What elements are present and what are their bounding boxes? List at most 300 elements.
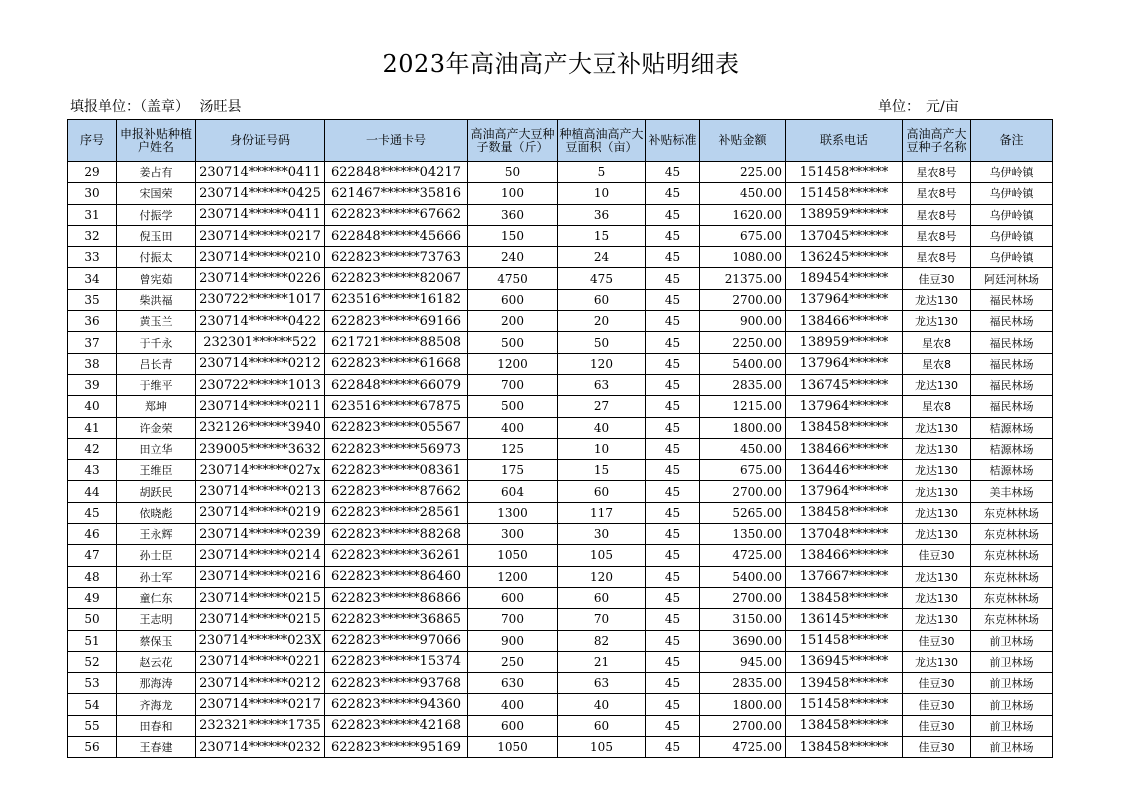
cell-phone: 138959****** xyxy=(786,332,903,353)
cell-seed-variety: 佳豆30 xyxy=(903,545,971,566)
cell-remarks: 桔源林场 xyxy=(971,438,1053,459)
cell-remarks: 乌伊岭镇 xyxy=(971,225,1053,246)
cell-id-number: 232126******3940 xyxy=(196,417,325,438)
cell-phone: 137048****** xyxy=(786,524,903,545)
measure-unit-label: 单位： xyxy=(878,99,920,115)
measure-unit-value: 元/亩 xyxy=(926,99,959,115)
cell-seed-variety: 星农8号 xyxy=(903,183,971,204)
cell-remarks: 乌伊岭镇 xyxy=(971,183,1053,204)
table-row xyxy=(68,225,1053,246)
cell-name: 姜占有 xyxy=(117,162,196,183)
cell-remarks: 福民林场 xyxy=(971,353,1053,374)
cell-standard: 45 xyxy=(646,587,700,608)
cell-index: 47 xyxy=(68,545,117,566)
cell-area: 50 xyxy=(558,332,646,353)
cell-remarks: 阿廷河林场 xyxy=(971,268,1053,289)
cell-index: 30 xyxy=(68,183,117,204)
table-header xyxy=(68,120,1053,162)
table-row xyxy=(68,545,1053,566)
cell-remarks: 福民林场 xyxy=(971,311,1053,332)
cell-card-number: 622823******94360 xyxy=(325,694,468,715)
cell-seed-quantity: 175 xyxy=(468,460,558,481)
cell-index: 29 xyxy=(68,162,117,183)
cell-amount: 450.00 xyxy=(700,183,786,204)
cell-remarks: 福民林场 xyxy=(971,289,1053,310)
table-row xyxy=(68,289,1053,310)
cell-seed-variety: 星农8号 xyxy=(903,247,971,268)
cell-phone: 137964****** xyxy=(786,396,903,417)
cell-remarks: 前卫林场 xyxy=(971,694,1053,715)
subsidy-table xyxy=(67,119,1053,758)
cell-amount: 675.00 xyxy=(700,225,786,246)
cell-amount: 675.00 xyxy=(700,460,786,481)
table-body xyxy=(68,162,1053,758)
cell-card-number: 622848******04217 xyxy=(325,162,468,183)
cell-area: 20 xyxy=(558,311,646,332)
cell-area: 15 xyxy=(558,460,646,481)
cell-name: 于维平 xyxy=(117,374,196,395)
cell-remarks: 前卫林场 xyxy=(971,673,1053,694)
cell-amount: 4725.00 xyxy=(700,737,786,758)
cell-remarks: 乌伊岭镇 xyxy=(971,162,1053,183)
table-row xyxy=(68,162,1053,183)
cell-seed-quantity: 600 xyxy=(468,289,558,310)
header-seed-quantity: 高油高产大豆种子数量（斤） xyxy=(468,120,558,162)
cell-phone: 136945****** xyxy=(786,651,903,672)
cell-id-number: 230714******0212 xyxy=(196,673,325,694)
cell-seed-variety: 佳豆30 xyxy=(903,630,971,651)
cell-remarks: 前卫林场 xyxy=(971,737,1053,758)
table-row xyxy=(68,737,1053,758)
cell-index: 44 xyxy=(68,481,117,502)
cell-area: 21 xyxy=(558,651,646,672)
header-amount: 补贴金额 xyxy=(700,120,786,162)
cell-id-number: 230714******0212 xyxy=(196,353,325,374)
cell-standard: 45 xyxy=(646,715,700,736)
cell-seed-quantity: 300 xyxy=(468,524,558,545)
cell-amount: 450.00 xyxy=(700,438,786,459)
cell-seed-variety: 星农8 xyxy=(903,332,971,353)
table-row xyxy=(68,460,1053,481)
cell-seed-quantity: 1200 xyxy=(468,566,558,587)
cell-id-number: 230714******0215 xyxy=(196,609,325,630)
cell-phone: 138466****** xyxy=(786,438,903,459)
cell-phone: 137045****** xyxy=(786,225,903,246)
cell-seed-variety: 星农8 xyxy=(903,353,971,374)
cell-amount: 900.00 xyxy=(700,311,786,332)
cell-index: 36 xyxy=(68,311,117,332)
cell-seed-quantity: 1200 xyxy=(468,353,558,374)
cell-seed-quantity: 250 xyxy=(468,651,558,672)
cell-name: 黄玉兰 xyxy=(117,311,196,332)
cell-standard: 45 xyxy=(646,566,700,587)
cell-seed-quantity: 500 xyxy=(468,332,558,353)
cell-card-number: 622823******88268 xyxy=(325,524,468,545)
cell-area: 10 xyxy=(558,183,646,204)
cell-seed-quantity: 630 xyxy=(468,673,558,694)
cell-seed-variety: 龙达130 xyxy=(903,417,971,438)
cell-remarks: 东克林林场 xyxy=(971,566,1053,587)
cell-card-number: 621721******88508 xyxy=(325,332,468,353)
cell-amount: 1800.00 xyxy=(700,694,786,715)
cell-card-number: 622823******36261 xyxy=(325,545,468,566)
cell-card-number: 622823******93768 xyxy=(325,673,468,694)
cell-remarks: 福民林场 xyxy=(971,332,1053,353)
cell-amount: 5265.00 xyxy=(700,502,786,523)
cell-amount: 4725.00 xyxy=(700,545,786,566)
cell-id-number: 230714******0216 xyxy=(196,566,325,587)
cell-remarks: 乌伊岭镇 xyxy=(971,204,1053,225)
cell-name: 王永辉 xyxy=(117,524,196,545)
cell-area: 63 xyxy=(558,673,646,694)
cell-index: 48 xyxy=(68,566,117,587)
cell-seed-variety: 龙达130 xyxy=(903,311,971,332)
cell-card-number: 623516******16182 xyxy=(325,289,468,310)
header-name: 申报补贴种植户姓名 xyxy=(117,120,196,162)
cell-area: 60 xyxy=(558,481,646,502)
reporting-unit-value: 汤旺县 xyxy=(199,99,242,115)
cell-id-number: 230722******1017 xyxy=(196,289,325,310)
cell-standard: 45 xyxy=(646,545,700,566)
cell-seed-variety: 佳豆30 xyxy=(903,737,971,758)
cell-amount: 2700.00 xyxy=(700,715,786,736)
cell-standard: 45 xyxy=(646,737,700,758)
cell-seed-variety: 星农8号 xyxy=(903,162,971,183)
table-row xyxy=(68,651,1053,672)
cell-card-number: 622823******86866 xyxy=(325,587,468,608)
cell-standard: 45 xyxy=(646,502,700,523)
cell-name: 倪玉田 xyxy=(117,225,196,246)
cell-id-number: 230722******1013 xyxy=(196,374,325,395)
cell-id-number: 232301******522 xyxy=(196,332,325,353)
cell-index: 41 xyxy=(68,417,117,438)
cell-seed-variety: 龙达130 xyxy=(903,374,971,395)
cell-area: 36 xyxy=(558,204,646,225)
cell-amount: 1620.00 xyxy=(700,204,786,225)
table-row xyxy=(68,396,1053,417)
cell-index: 49 xyxy=(68,587,117,608)
cell-phone: 151458****** xyxy=(786,694,903,715)
cell-amount: 5400.00 xyxy=(700,566,786,587)
table-row xyxy=(68,673,1053,694)
cell-name: 童仁东 xyxy=(117,587,196,608)
cell-id-number: 230714******0211 xyxy=(196,396,325,417)
cell-area: 120 xyxy=(558,353,646,374)
cell-standard: 45 xyxy=(646,225,700,246)
cell-remarks: 福民林场 xyxy=(971,374,1053,395)
table-row xyxy=(68,609,1053,630)
cell-phone: 138959****** xyxy=(786,204,903,225)
cell-remarks: 桔源林场 xyxy=(971,417,1053,438)
cell-card-number: 622823******82067 xyxy=(325,268,468,289)
cell-phone: 151458****** xyxy=(786,162,903,183)
cell-standard: 45 xyxy=(646,268,700,289)
cell-card-number: 622823******73763 xyxy=(325,247,468,268)
cell-seed-quantity: 240 xyxy=(468,247,558,268)
cell-id-number: 230714******0213 xyxy=(196,481,325,502)
cell-seed-quantity: 500 xyxy=(468,396,558,417)
cell-seed-quantity: 700 xyxy=(468,374,558,395)
cell-seed-variety: 佳豆30 xyxy=(903,673,971,694)
cell-id-number: 230714******023X xyxy=(196,630,325,651)
table-row xyxy=(68,183,1053,204)
cell-seed-quantity: 900 xyxy=(468,630,558,651)
cell-phone: 138458****** xyxy=(786,737,903,758)
cell-card-number: 622823******08361 xyxy=(325,460,468,481)
cell-phone: 139458****** xyxy=(786,673,903,694)
cell-remarks: 东克林林场 xyxy=(971,524,1053,545)
cell-seed-quantity: 1050 xyxy=(468,737,558,758)
table-row xyxy=(68,332,1053,353)
table-row xyxy=(68,353,1053,374)
cell-name: 孙士军 xyxy=(117,566,196,587)
cell-seed-quantity: 1050 xyxy=(468,545,558,566)
cell-card-number: 622823******97066 xyxy=(325,630,468,651)
cell-amount: 1080.00 xyxy=(700,247,786,268)
cell-area: 82 xyxy=(558,630,646,651)
cell-amount: 1215.00 xyxy=(700,396,786,417)
cell-index: 38 xyxy=(68,353,117,374)
cell-area: 117 xyxy=(558,502,646,523)
cell-seed-variety: 龙达130 xyxy=(903,524,971,545)
cell-amount: 2700.00 xyxy=(700,289,786,310)
cell-id-number: 230714******0425 xyxy=(196,183,325,204)
cell-standard: 45 xyxy=(646,417,700,438)
cell-id-number: 230714******0232 xyxy=(196,737,325,758)
table-row xyxy=(68,417,1053,438)
cell-seed-quantity: 1300 xyxy=(468,502,558,523)
cell-phone: 138458****** xyxy=(786,417,903,438)
cell-standard: 45 xyxy=(646,438,700,459)
cell-standard: 45 xyxy=(646,311,700,332)
cell-amount: 2700.00 xyxy=(700,481,786,502)
cell-name: 于千永 xyxy=(117,332,196,353)
cell-index: 31 xyxy=(68,204,117,225)
cell-area: 105 xyxy=(558,737,646,758)
table-row xyxy=(68,204,1053,225)
cell-amount: 225.00 xyxy=(700,162,786,183)
cell-id-number: 230714******0226 xyxy=(196,268,325,289)
cell-seed-variety: 星农8 xyxy=(903,396,971,417)
cell-name: 付振学 xyxy=(117,204,196,225)
cell-card-number: 622823******67662 xyxy=(325,204,468,225)
header-remarks: 备注 xyxy=(971,120,1053,162)
header-phone: 联系电话 xyxy=(786,120,903,162)
cell-phone: 138458****** xyxy=(786,715,903,736)
cell-seed-variety: 佳豆30 xyxy=(903,715,971,736)
cell-remarks: 美丰林场 xyxy=(971,481,1053,502)
cell-area: 40 xyxy=(558,694,646,715)
cell-index: 34 xyxy=(68,268,117,289)
cell-seed-quantity: 600 xyxy=(468,715,558,736)
cell-area: 15 xyxy=(558,225,646,246)
cell-seed-quantity: 100 xyxy=(468,183,558,204)
cell-seed-quantity: 360 xyxy=(468,204,558,225)
cell-index: 54 xyxy=(68,694,117,715)
cell-id-number: 230714******0215 xyxy=(196,587,325,608)
cell-name: 曾宪茹 xyxy=(117,268,196,289)
cell-card-number: 622823******69166 xyxy=(325,311,468,332)
cell-seed-variety: 龙达130 xyxy=(903,651,971,672)
cell-amount: 2835.00 xyxy=(700,374,786,395)
reporting-unit xyxy=(70,96,247,116)
cell-amount: 5400.00 xyxy=(700,353,786,374)
cell-id-number: 239005******3632 xyxy=(196,438,325,459)
cell-name: 许金荣 xyxy=(117,417,196,438)
cell-name: 田春和 xyxy=(117,715,196,736)
cell-area: 105 xyxy=(558,545,646,566)
cell-seed-quantity: 50 xyxy=(468,162,558,183)
cell-area: 30 xyxy=(558,524,646,545)
cell-card-number: 622823******15374 xyxy=(325,651,468,672)
header-seed-variety: 高油高产大豆种子名称 xyxy=(903,120,971,162)
table-row xyxy=(68,311,1053,332)
cell-standard: 45 xyxy=(646,630,700,651)
cell-card-number: 622823******36865 xyxy=(325,609,468,630)
cell-id-number: 230714******0210 xyxy=(196,247,325,268)
cell-area: 60 xyxy=(558,715,646,736)
cell-seed-variety: 星农8号 xyxy=(903,204,971,225)
cell-amount: 1800.00 xyxy=(700,417,786,438)
cell-seed-variety: 龙达130 xyxy=(903,289,971,310)
cell-remarks: 东克林林场 xyxy=(971,587,1053,608)
cell-seed-quantity: 400 xyxy=(468,417,558,438)
cell-phone: 138458****** xyxy=(786,502,903,523)
cell-phone: 136745****** xyxy=(786,374,903,395)
cell-card-number: 622823******87662 xyxy=(325,481,468,502)
cell-phone: 137964****** xyxy=(786,353,903,374)
table-row xyxy=(68,630,1053,651)
cell-phone: 137667****** xyxy=(786,566,903,587)
cell-amount: 2250.00 xyxy=(700,332,786,353)
cell-area: 40 xyxy=(558,417,646,438)
cell-phone: 138466****** xyxy=(786,545,903,566)
cell-index: 33 xyxy=(68,247,117,268)
cell-standard: 45 xyxy=(646,162,700,183)
cell-area: 10 xyxy=(558,438,646,459)
cell-name: 田立华 xyxy=(117,438,196,459)
cell-name: 吕长青 xyxy=(117,353,196,374)
cell-standard: 45 xyxy=(646,332,700,353)
cell-standard: 45 xyxy=(646,460,700,481)
cell-seed-variety: 佳豆30 xyxy=(903,694,971,715)
cell-standard: 45 xyxy=(646,673,700,694)
cell-card-number: 622823******56973 xyxy=(325,438,468,459)
cell-index: 55 xyxy=(68,715,117,736)
cell-remarks: 乌伊岭镇 xyxy=(971,247,1053,268)
table-row xyxy=(68,247,1053,268)
cell-standard: 45 xyxy=(646,524,700,545)
cell-name: 胡跃民 xyxy=(117,481,196,502)
cell-index: 37 xyxy=(68,332,117,353)
cell-amount: 945.00 xyxy=(700,651,786,672)
cell-area: 24 xyxy=(558,247,646,268)
cell-card-number: 622823******61668 xyxy=(325,353,468,374)
cell-phone: 137964****** xyxy=(786,481,903,502)
table-row xyxy=(68,481,1053,502)
cell-seed-variety: 龙达130 xyxy=(903,587,971,608)
cell-index: 43 xyxy=(68,460,117,481)
cell-name: 蔡保玉 xyxy=(117,630,196,651)
cell-id-number: 230714******0221 xyxy=(196,651,325,672)
cell-index: 52 xyxy=(68,651,117,672)
cell-standard: 45 xyxy=(646,183,700,204)
cell-id-number: 230714******027x xyxy=(196,460,325,481)
cell-standard: 45 xyxy=(646,481,700,502)
cell-seed-variety: 星农8号 xyxy=(903,225,971,246)
cell-card-number: 622823******86460 xyxy=(325,566,468,587)
cell-standard: 45 xyxy=(646,204,700,225)
cell-remarks: 东克林林场 xyxy=(971,545,1053,566)
cell-name: 王维臣 xyxy=(117,460,196,481)
cell-phone: 138458****** xyxy=(786,587,903,608)
cell-name: 齐海龙 xyxy=(117,694,196,715)
table-row xyxy=(68,438,1053,459)
cell-standard: 45 xyxy=(646,651,700,672)
cell-remarks: 前卫林场 xyxy=(971,651,1053,672)
cell-name: 郑坤 xyxy=(117,396,196,417)
cell-id-number: 232321******1735 xyxy=(196,715,325,736)
cell-name: 赵云花 xyxy=(117,651,196,672)
cell-area: 63 xyxy=(558,374,646,395)
cell-card-number: 622848******45666 xyxy=(325,225,468,246)
cell-seed-quantity: 600 xyxy=(468,587,558,608)
cell-seed-quantity: 4750 xyxy=(468,268,558,289)
cell-id-number: 230714******0239 xyxy=(196,524,325,545)
header-index: 序号 xyxy=(68,120,117,162)
cell-phone: 151458****** xyxy=(786,183,903,204)
cell-amount: 3150.00 xyxy=(700,609,786,630)
cell-amount: 21375.00 xyxy=(700,268,786,289)
cell-amount: 2700.00 xyxy=(700,587,786,608)
cell-phone: 136245****** xyxy=(786,247,903,268)
cell-seed-variety: 龙达130 xyxy=(903,481,971,502)
cell-remarks: 前卫林场 xyxy=(971,715,1053,736)
cell-card-number: 622823******28561 xyxy=(325,502,468,523)
cell-id-number: 230714******0411 xyxy=(196,204,325,225)
reporting-unit-label: 填报单位：（盖章） xyxy=(70,99,189,115)
table-row xyxy=(68,694,1053,715)
cell-area: 475 xyxy=(558,268,646,289)
cell-phone: 136446****** xyxy=(786,460,903,481)
table-row xyxy=(68,268,1053,289)
cell-name: 孙士臣 xyxy=(117,545,196,566)
cell-amount: 1350.00 xyxy=(700,524,786,545)
cell-name: 王春建 xyxy=(117,737,196,758)
cell-standard: 45 xyxy=(646,289,700,310)
cell-area: 5 xyxy=(558,162,646,183)
cell-id-number: 230714******0422 xyxy=(196,311,325,332)
cell-remarks: 东克林林场 xyxy=(971,502,1053,523)
cell-area: 60 xyxy=(558,289,646,310)
cell-seed-quantity: 150 xyxy=(468,225,558,246)
cell-standard: 45 xyxy=(646,396,700,417)
cell-standard: 45 xyxy=(646,694,700,715)
cell-index: 51 xyxy=(68,630,117,651)
page-title: 2023年高油高产大豆补贴明细表 xyxy=(382,50,740,78)
cell-seed-quantity: 400 xyxy=(468,694,558,715)
cell-index: 45 xyxy=(68,502,117,523)
table-row xyxy=(68,587,1053,608)
cell-card-number: 621467******35816 xyxy=(325,183,468,204)
cell-card-number: 622823******05567 xyxy=(325,417,468,438)
cell-seed-variety: 龙达130 xyxy=(903,609,971,630)
cell-id-number: 230714******0411 xyxy=(196,162,325,183)
cell-index: 40 xyxy=(68,396,117,417)
cell-name: 那海涛 xyxy=(117,673,196,694)
table-row xyxy=(68,502,1053,523)
cell-remarks: 东克林林场 xyxy=(971,609,1053,630)
